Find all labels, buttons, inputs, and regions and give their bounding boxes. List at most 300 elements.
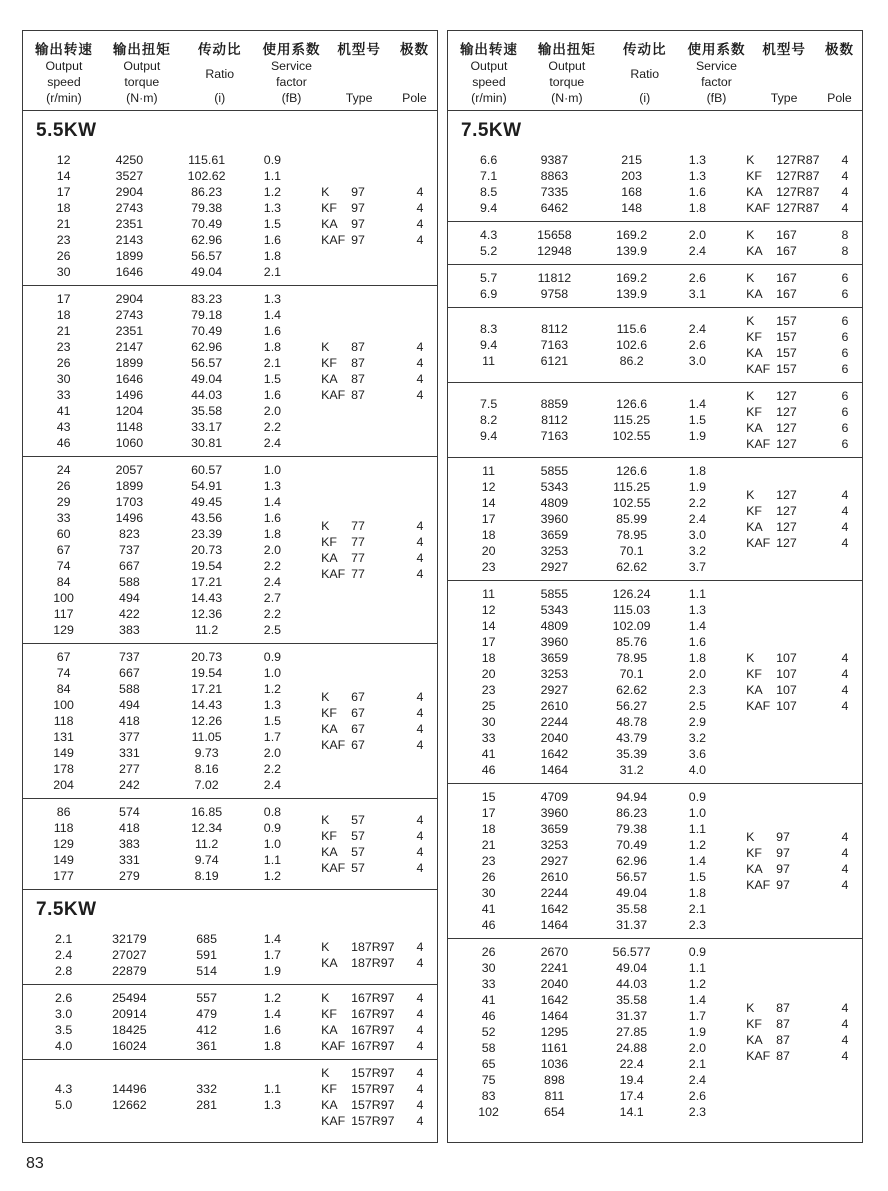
pole-value: 4 bbox=[841, 185, 849, 199]
ratio-cell: 215 bbox=[621, 153, 642, 167]
ratio-cell: 20.73 bbox=[191, 650, 223, 664]
speed-cell: 100 bbox=[53, 591, 74, 605]
torque-cell: 418 bbox=[119, 714, 140, 728]
header-cn-label: 使用系数 bbox=[262, 42, 321, 57]
speed-cell: 18 bbox=[481, 528, 496, 542]
type-prefix: KAF bbox=[746, 878, 771, 892]
torque-cell: 6462 bbox=[540, 201, 569, 215]
type-column bbox=[321, 291, 437, 451]
speed-cell: 18 bbox=[56, 201, 71, 215]
torque-cell: 2610 bbox=[540, 699, 569, 713]
header-en-label: Output torque bbox=[548, 59, 586, 89]
fb-cell: 0.9 bbox=[688, 945, 707, 959]
spec-block bbox=[23, 286, 437, 457]
type-column bbox=[746, 586, 862, 778]
speed-cell: 46 bbox=[56, 436, 71, 450]
spec-row bbox=[35, 200, 321, 216]
torque-cell: 494 bbox=[119, 591, 140, 605]
ratio-cell: 86.23 bbox=[616, 806, 648, 820]
pole-value: 4 bbox=[841, 699, 849, 713]
type-model: 157R97 bbox=[351, 1098, 395, 1112]
speed-cell: 149 bbox=[53, 853, 74, 867]
torque-cell: 1161 bbox=[541, 1041, 568, 1055]
torque-cell: 1899 bbox=[115, 479, 144, 493]
speed-cell: 52 bbox=[481, 1025, 496, 1039]
fb-cell: 1.3 bbox=[263, 698, 282, 712]
speed-cell: 6.6 bbox=[479, 153, 498, 167]
fb-cell: 1.3 bbox=[263, 292, 282, 306]
speed-cell: 58 bbox=[481, 1041, 496, 1055]
spec-block bbox=[448, 939, 862, 1125]
fb-cell: 1.9 bbox=[688, 480, 707, 494]
data-rows bbox=[23, 804, 321, 884]
torque-cell: 3659 bbox=[540, 822, 569, 836]
pole-value: 4 bbox=[416, 1098, 424, 1112]
type-column bbox=[321, 804, 437, 884]
type-row bbox=[321, 955, 437, 971]
torque-cell: 25494 bbox=[112, 991, 147, 1005]
torque-cell: 1464 bbox=[540, 1009, 569, 1023]
ratio-cell: 48.78 bbox=[616, 715, 648, 729]
speed-cell: 67 bbox=[56, 543, 71, 557]
ratio-cell: 412 bbox=[196, 1023, 217, 1037]
type-prefix: K bbox=[321, 940, 330, 954]
ratio-cell: 49.04 bbox=[191, 265, 223, 279]
ratio-cell: 70.1 bbox=[619, 667, 644, 681]
pole-value: 4 bbox=[841, 1001, 849, 1015]
type-row bbox=[746, 877, 862, 893]
type-row bbox=[746, 286, 862, 302]
type-row bbox=[746, 829, 862, 845]
type-model: 67 bbox=[351, 722, 365, 736]
type-model: 187R97 bbox=[351, 956, 395, 970]
spec-block bbox=[448, 147, 862, 222]
torque-cell: 1899 bbox=[115, 249, 144, 263]
speed-cell: 84 bbox=[56, 575, 71, 589]
type-model: 107 bbox=[776, 683, 797, 697]
spec-block bbox=[448, 784, 862, 939]
ratio-cell: 14.1 bbox=[619, 1105, 644, 1119]
data-rows bbox=[448, 227, 746, 259]
fb-cell: 1.4 bbox=[263, 932, 282, 946]
fb-cell: 2.0 bbox=[263, 404, 282, 418]
speed-cell: 14 bbox=[56, 169, 71, 183]
torque-cell: 588 bbox=[119, 575, 140, 589]
ratio-cell: 12.36 bbox=[191, 607, 223, 621]
speed-cell: 26 bbox=[481, 945, 496, 959]
type-model: 97 bbox=[776, 830, 790, 844]
type-row bbox=[746, 436, 862, 452]
pole-value: 6 bbox=[841, 362, 849, 376]
speed-cell: 14 bbox=[481, 619, 496, 633]
spec-row bbox=[35, 371, 321, 387]
type-model: 127 bbox=[776, 488, 797, 502]
torque-cell: 5343 bbox=[540, 480, 569, 494]
speed-cell: 129 bbox=[53, 837, 74, 851]
ratio-cell: 9.73 bbox=[194, 746, 219, 760]
type-model: 87 bbox=[351, 356, 365, 370]
pole-value: 4 bbox=[841, 1017, 849, 1031]
speed-cell: 25 bbox=[481, 699, 496, 713]
fb-cell: 3.1 bbox=[688, 287, 707, 301]
type-row bbox=[321, 1097, 437, 1113]
ratio-cell: 7.02 bbox=[194, 778, 219, 792]
type-model: 77 bbox=[351, 519, 365, 533]
spec-row bbox=[35, 665, 321, 681]
speed-cell: 26 bbox=[56, 356, 71, 370]
fb-cell: 2.7 bbox=[263, 591, 282, 605]
speed-cell: 26 bbox=[56, 479, 71, 493]
header-en-label: Service factor bbox=[695, 59, 737, 89]
fb-cell: 1.5 bbox=[688, 870, 707, 884]
fb-cell: 2.1 bbox=[688, 1057, 707, 1071]
header-ratio bbox=[606, 38, 684, 105]
fb-cell: 1.1 bbox=[688, 822, 707, 836]
fb-cell: 1.0 bbox=[263, 837, 282, 851]
speed-cell: 30 bbox=[481, 886, 496, 900]
spec-row bbox=[460, 353, 746, 369]
fb-cell: 2.0 bbox=[688, 228, 707, 242]
ratio-cell: 79.18 bbox=[191, 308, 223, 322]
ratio-cell: 102.6 bbox=[616, 338, 648, 352]
spec-row bbox=[35, 355, 321, 371]
ratio-cell: 27.85 bbox=[616, 1025, 648, 1039]
ratio-cell: 86.23 bbox=[191, 185, 223, 199]
ratio-cell: 43.56 bbox=[191, 511, 223, 525]
spec-block bbox=[23, 1060, 437, 1134]
header-service-factor bbox=[684, 38, 750, 105]
ratio-cell: 12.26 bbox=[191, 714, 223, 728]
torque-cell: 331 bbox=[119, 853, 140, 867]
type-model: 77 bbox=[351, 567, 365, 581]
spec-row bbox=[460, 168, 746, 184]
spec-row bbox=[35, 820, 321, 836]
speed-cell: 2.6 bbox=[54, 991, 73, 1005]
ratio-cell: 102.55 bbox=[612, 496, 651, 510]
ratio-cell: 361 bbox=[196, 1039, 217, 1053]
torque-cell: 377 bbox=[119, 730, 140, 744]
type-row bbox=[746, 388, 862, 404]
fb-cell: 3.2 bbox=[688, 731, 707, 745]
type-prefix: KAF bbox=[321, 388, 346, 402]
pole-value: 4 bbox=[841, 846, 849, 860]
torque-cell: 2351 bbox=[115, 217, 144, 231]
torque-cell: 2057 bbox=[115, 463, 144, 477]
fb-cell: 1.2 bbox=[263, 991, 282, 1005]
ratio-cell: 11.2 bbox=[195, 837, 219, 851]
spec-block bbox=[448, 383, 862, 458]
type-model: 67 bbox=[351, 706, 365, 720]
spec-row bbox=[460, 396, 746, 412]
speed-cell: 5.2 bbox=[479, 244, 498, 258]
torque-cell: 12662 bbox=[112, 1098, 147, 1112]
type-column bbox=[746, 789, 862, 933]
header-cn-label: 输出转速 bbox=[459, 42, 518, 57]
ratio-cell: 11.2 bbox=[195, 623, 219, 637]
speed-cell: 46 bbox=[481, 763, 496, 777]
type-row bbox=[746, 845, 862, 861]
speed-cell: 4.3 bbox=[479, 228, 498, 242]
spec-row bbox=[35, 1097, 321, 1113]
header-output-torque bbox=[528, 38, 606, 105]
fb-cell: 1.0 bbox=[688, 806, 707, 820]
type-column bbox=[746, 388, 862, 452]
type-prefix: K bbox=[321, 690, 330, 704]
torque-cell: 3253 bbox=[540, 667, 569, 681]
speed-cell: 2.8 bbox=[54, 964, 73, 978]
type-column bbox=[746, 227, 862, 259]
speed-cell: 4.0 bbox=[54, 1039, 73, 1053]
ratio-cell: 56.577 bbox=[612, 945, 651, 959]
torque-cell: 2927 bbox=[540, 560, 569, 574]
type-column bbox=[321, 649, 437, 793]
ratio-cell: 14.43 bbox=[191, 698, 223, 712]
pole-value: 4 bbox=[416, 813, 424, 827]
spec-row bbox=[35, 307, 321, 323]
fb-cell: 3.6 bbox=[688, 747, 707, 761]
torque-cell: 6121 bbox=[540, 354, 569, 368]
speed-cell: 24 bbox=[56, 463, 71, 477]
speed-cell: 29 bbox=[56, 495, 71, 509]
type-prefix: K bbox=[746, 1001, 755, 1015]
type-row bbox=[321, 737, 437, 753]
pole-value: 6 bbox=[841, 421, 849, 435]
ratio-cell: 17.4 bbox=[619, 1089, 644, 1103]
pole-value: 4 bbox=[416, 519, 424, 533]
type-row bbox=[746, 313, 862, 329]
torque-cell: 1899 bbox=[115, 356, 144, 370]
fb-cell: 2.2 bbox=[688, 496, 707, 510]
pole-value: 4 bbox=[841, 1033, 849, 1047]
fb-cell: 1.8 bbox=[263, 527, 282, 541]
type-prefix: K bbox=[321, 185, 330, 199]
spec-row bbox=[35, 852, 321, 868]
torque-cell: 3253 bbox=[540, 838, 569, 852]
data-rows bbox=[23, 462, 321, 638]
fb-cell: 0.9 bbox=[263, 153, 282, 167]
speed-cell: 18 bbox=[481, 822, 496, 836]
fb-cell: 0.8 bbox=[263, 805, 282, 819]
torque-cell: 2743 bbox=[115, 201, 144, 215]
ratio-cell: 115.61 bbox=[188, 153, 226, 167]
speed-cell: 30 bbox=[56, 265, 71, 279]
speed-cell: 3.5 bbox=[54, 1023, 73, 1037]
type-prefix: KA bbox=[321, 217, 338, 231]
fb-cell: 4.0 bbox=[688, 763, 707, 777]
torque-cell: 2143 bbox=[115, 233, 144, 247]
fb-cell: 2.2 bbox=[263, 420, 282, 434]
header-unit-label: Pole bbox=[402, 91, 427, 105]
ratio-cell: 56.57 bbox=[191, 249, 223, 263]
type-row bbox=[746, 329, 862, 345]
type-row bbox=[321, 200, 437, 216]
header-en-label bbox=[819, 58, 860, 91]
spec-row bbox=[35, 729, 321, 745]
torque-cell: 2670 bbox=[540, 945, 569, 959]
header-cn-label: 输出转速 bbox=[34, 42, 93, 57]
type-prefix: KA bbox=[746, 520, 763, 534]
spec-row bbox=[460, 992, 746, 1008]
type-model: 97 bbox=[351, 233, 365, 247]
type-prefix: KAF bbox=[746, 536, 771, 550]
type-model: 127 bbox=[776, 536, 797, 550]
speed-cell: 17 bbox=[481, 512, 496, 526]
header-cn-label: 极数 bbox=[399, 42, 429, 57]
spec-row bbox=[35, 248, 321, 264]
spec-row bbox=[35, 681, 321, 697]
speed-cell: 129 bbox=[53, 623, 74, 637]
header-cn-label: 极数 bbox=[824, 42, 854, 57]
header-en-label: Output torque bbox=[123, 59, 161, 89]
fb-cell: 2.3 bbox=[688, 683, 707, 697]
pole-value: 4 bbox=[416, 1007, 424, 1021]
ratio-cell: 33.17 bbox=[191, 420, 223, 434]
spec-row bbox=[460, 714, 746, 730]
pole-value: 4 bbox=[841, 651, 849, 665]
torque-cell: 422 bbox=[119, 607, 140, 621]
speed-cell: 11 bbox=[482, 354, 496, 368]
header-en-label: Output speed bbox=[470, 59, 508, 89]
fb-cell: 1.3 bbox=[688, 603, 707, 617]
torque-cell: 494 bbox=[119, 698, 140, 712]
torque-cell: 4709 bbox=[540, 790, 569, 804]
fb-cell: 2.3 bbox=[688, 918, 707, 932]
spec-row bbox=[460, 412, 746, 428]
type-model: 97 bbox=[776, 862, 790, 876]
data-rows bbox=[23, 1065, 321, 1129]
spec-row bbox=[35, 1038, 321, 1054]
torque-cell: 383 bbox=[119, 837, 140, 851]
type-row bbox=[746, 487, 862, 503]
speed-cell: 23 bbox=[56, 340, 71, 354]
spec-row bbox=[35, 931, 321, 947]
header-en-label: Ratio bbox=[630, 66, 660, 81]
spec-row bbox=[460, 1056, 746, 1072]
pole-value: 4 bbox=[416, 388, 424, 402]
torque-cell: 3960 bbox=[540, 512, 569, 526]
torque-cell: 574 bbox=[119, 805, 140, 819]
pole-value: 4 bbox=[416, 956, 424, 970]
type-model: 157R97 bbox=[351, 1066, 395, 1080]
header-unit-label: Type bbox=[770, 91, 798, 105]
ratio-cell: 514 bbox=[196, 964, 217, 978]
pole-value: 6 bbox=[841, 271, 849, 285]
torque-cell: 8112 bbox=[541, 322, 568, 336]
type-prefix: KA bbox=[746, 185, 763, 199]
spec-row bbox=[35, 963, 321, 979]
fb-cell: 2.0 bbox=[263, 543, 282, 557]
fb-cell: 1.9 bbox=[688, 429, 707, 443]
speed-cell: 60 bbox=[56, 527, 71, 541]
fb-cell: 2.1 bbox=[263, 265, 282, 279]
fb-cell: 1.6 bbox=[263, 388, 282, 402]
spec-row bbox=[460, 821, 746, 837]
ratio-cell: 11.05 bbox=[191, 730, 222, 744]
speed-cell: 43 bbox=[56, 420, 71, 434]
header-en-label bbox=[749, 58, 819, 91]
pole-value: 6 bbox=[841, 314, 849, 328]
type-row bbox=[746, 1000, 862, 1016]
type-row bbox=[321, 939, 437, 955]
type-prefix: K bbox=[321, 991, 330, 1005]
ratio-cell: 83.23 bbox=[191, 292, 223, 306]
torque-cell: 2610 bbox=[540, 870, 569, 884]
spec-row bbox=[460, 976, 746, 992]
pole-value: 4 bbox=[416, 722, 424, 736]
spec-block bbox=[23, 147, 437, 286]
ratio-cell: 62.96 bbox=[191, 340, 223, 354]
type-model: 167 bbox=[776, 228, 797, 242]
speed-cell: 12 bbox=[56, 153, 71, 167]
spec-row bbox=[460, 650, 746, 666]
torque-cell: 2244 bbox=[540, 715, 569, 729]
spec-row bbox=[35, 264, 321, 280]
pole-value: 4 bbox=[416, 738, 424, 752]
spec-row bbox=[460, 243, 746, 259]
torque-cell: 383 bbox=[119, 623, 140, 637]
fb-cell: 2.4 bbox=[263, 575, 282, 589]
spec-row bbox=[460, 960, 746, 976]
torque-cell: 5855 bbox=[540, 587, 569, 601]
spec-row bbox=[460, 746, 746, 762]
spec-row bbox=[35, 804, 321, 820]
spec-row bbox=[35, 868, 321, 884]
speed-cell: 20 bbox=[481, 667, 496, 681]
type-row bbox=[321, 1081, 437, 1097]
spec-row bbox=[35, 761, 321, 777]
torque-cell: 823 bbox=[119, 527, 140, 541]
ratio-cell: 148 bbox=[621, 201, 642, 215]
fb-cell: 2.5 bbox=[688, 699, 707, 713]
ratio-cell: 281 bbox=[196, 1098, 217, 1112]
speed-cell: 65 bbox=[481, 1057, 496, 1071]
type-row bbox=[321, 1113, 437, 1129]
speed-cell: 204 bbox=[53, 778, 74, 792]
speed-cell: 4.3 bbox=[54, 1082, 73, 1096]
left-table-header bbox=[23, 31, 437, 111]
type-row bbox=[321, 566, 437, 582]
ratio-cell: 62.62 bbox=[616, 560, 648, 574]
torque-cell: 242 bbox=[119, 778, 140, 792]
type-prefix: KA bbox=[321, 1098, 338, 1112]
fb-cell: 2.4 bbox=[688, 322, 707, 336]
speed-cell: 9.4 bbox=[479, 338, 498, 352]
type-model: 57 bbox=[351, 813, 365, 827]
spec-row bbox=[35, 478, 321, 494]
ratio-cell: 115.6 bbox=[616, 322, 647, 336]
type-prefix: KF bbox=[746, 330, 762, 344]
data-rows bbox=[23, 291, 321, 451]
fb-cell: 1.7 bbox=[263, 730, 282, 744]
fb-cell: 1.2 bbox=[263, 869, 282, 883]
spec-row bbox=[35, 713, 321, 729]
ratio-cell: 8.16 bbox=[194, 762, 219, 776]
speed-cell: 17 bbox=[481, 806, 496, 820]
fb-cell: 1.9 bbox=[263, 964, 282, 978]
fb-cell: 1.2 bbox=[688, 977, 707, 991]
speed-cell: 33 bbox=[56, 511, 71, 525]
header-unit-label: (r/min) bbox=[471, 91, 507, 105]
type-row bbox=[321, 1038, 437, 1054]
type-row bbox=[321, 1022, 437, 1038]
fb-cell: 1.4 bbox=[688, 619, 707, 633]
type-row bbox=[746, 519, 862, 535]
type-prefix: KA bbox=[746, 244, 763, 258]
spec-row bbox=[460, 618, 746, 634]
section-title: 7.5KW bbox=[461, 120, 522, 141]
header-type bbox=[749, 38, 819, 105]
speed-cell: 8.3 bbox=[479, 322, 498, 336]
